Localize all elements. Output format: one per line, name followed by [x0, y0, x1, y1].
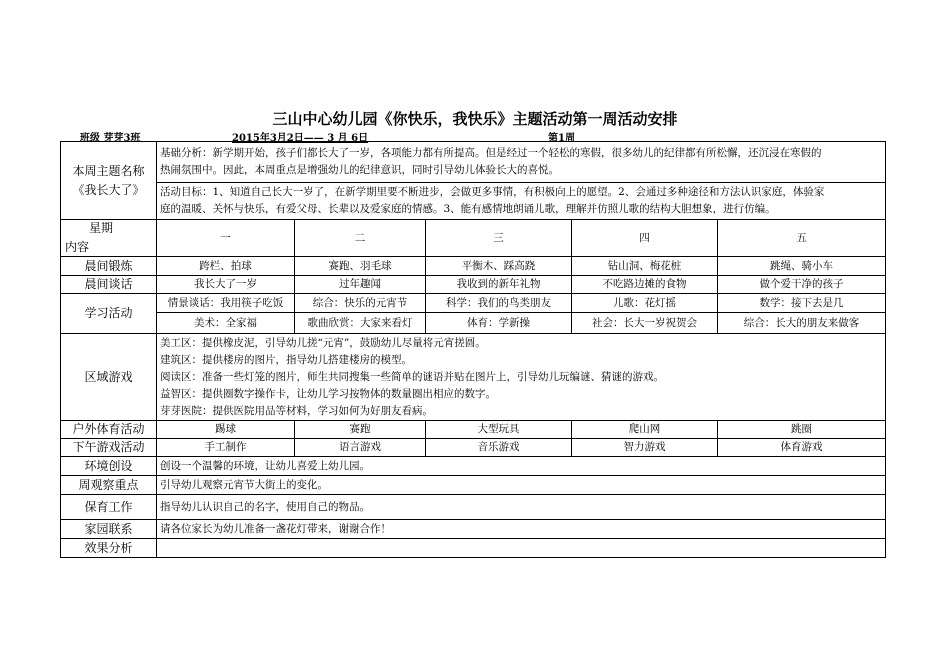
page-title: 三山中心幼儿园《你快乐，我快乐》主题活动第一周活动安排 [272, 110, 678, 128]
morning-exercise-cell: 钻山洞、梅花桩 [572, 257, 718, 276]
weekday-label: 星期 [89, 221, 114, 235]
area-games-line: 建筑区：提供楼房的图片，指导幼儿搭建楼房的模型。 [160, 353, 412, 366]
outdoor-pe-label: 户外体育活动 [61, 421, 157, 439]
learning-cell: 儿歌：花灯摇 [572, 294, 718, 313]
area-games-line: 益智区：提供圈数字操作卡，让幼儿学习按物体的数量圈出相应的数字。 [160, 387, 496, 400]
content-label: 内容 [65, 240, 90, 254]
outdoor-pe-cell: 赛跑 [295, 421, 426, 439]
morning-exercise-cell: 赛跑、羽毛球 [295, 257, 426, 276]
morning-talk-cell: 做个爱干净的孩子 [718, 276, 886, 294]
learning-label: 学习活动 [61, 294, 157, 334]
morning-exercise-cell: 跨栏、拍球 [157, 257, 295, 276]
outdoor-pe-cell: 跳圈 [718, 421, 886, 439]
observation-label: 周观察重点 [61, 476, 157, 495]
area-games-label: 区域游戏 [61, 334, 157, 421]
day-header: 四 [572, 220, 718, 257]
learning-cell: 情景谈话：我用筷子吃饭 [157, 294, 295, 313]
effect-label: 效果分析 [61, 539, 157, 558]
analysis-line: 热闹氛围中。因此，本周重点是增强幼儿的纪律意识，同时引导幼儿体验长大的喜悦。 [160, 164, 559, 176]
outdoor-pe-cell: 踢球 [157, 421, 295, 439]
environment-label: 环境创设 [61, 457, 157, 476]
area-games-line: 芽芽医院：提供医院用品等材料，学习如何为好朋友看病。 [160, 404, 433, 417]
class-label: 班级 芽芽3班 [80, 133, 141, 144]
area-games-cell [157, 334, 886, 421]
theme-name: 《我长大了》 [72, 182, 145, 197]
effect-cell [157, 539, 886, 558]
morning-talk-cell: 不吃路边摊的食物 [572, 276, 718, 294]
learning-cell: 综合：快乐的元宵节 [295, 294, 426, 313]
morning-talk-cell: 我收到的新年礼物 [426, 276, 572, 294]
afternoon-games-cell: 体育游戏 [718, 439, 886, 457]
learning-cell: 综合：长大的朋友来做客 [718, 313, 886, 334]
area-games-line: 阅读区：准备一些灯笼的图片，师生共同搜集一些简单的谜语并贴在图片上，引导幼儿玩编谜、猜谜的游戏。 [160, 370, 664, 383]
week-number: 第1周 [548, 133, 575, 144]
home-contact-cell: 请各位家长为幼儿准备一盏花灯带来，谢谢合作！ [157, 520, 886, 539]
learning-cell: 社会：长大一岁祝贺会 [572, 313, 718, 334]
morning-talk-cell: 我长大了一岁 [157, 276, 295, 294]
care-label: 保育工作 [61, 495, 157, 520]
care-cell: 指导幼儿认识自己的名字，使用自己的物品。 [157, 495, 886, 520]
learning-cell: 数学：接下去是几 [718, 294, 886, 313]
weekday-corner-cell [61, 220, 157, 257]
afternoon-games-cell: 智力游戏 [572, 439, 718, 457]
observation-cell: 引导幼儿观察元宵节大街上的变化。 [157, 476, 886, 495]
environment-cell: 创设一个温馨的环境，让幼儿喜爱上幼儿园。 [157, 457, 886, 476]
weekly-plan-table [60, 141, 886, 558]
afternoon-games-cell: 手工制作 [157, 439, 295, 457]
morning-exercise-label: 晨间锻炼 [61, 257, 157, 276]
learning-cell: 体育：学新操 [426, 313, 572, 334]
morning-exercise-cell: 平衡木、踩高跷 [426, 257, 572, 276]
learning-cell: 科学：我们的鸟类朋友 [426, 294, 572, 313]
goal-line: 庭的温暖、关怀与快乐，有爱父母、长辈以及爱家庭的情感。3、能有感情地朗诵儿歌，理解并仿照儿歌的结构大胆想象，进行仿编。 [160, 203, 776, 215]
day-header: 一 [157, 220, 295, 257]
outdoor-pe-cell: 爬山网 [572, 421, 718, 439]
theme-label-cell [61, 142, 157, 220]
day-header: 三 [426, 220, 572, 257]
learning-cell: 美术：全家福 [157, 313, 295, 334]
area-games-line: 美工区：提供橡皮泥，引导幼儿搓“元宵”，鼓励幼儿尽量将元宵搓圆。 [160, 336, 486, 349]
afternoon-games-label: 下午游戏活动 [61, 439, 157, 457]
goal-line: 活动目标：1、知道自己长大一岁了，在新学期里要不断进步，会做更多事情，有积极向上的愿望。2、会通过多种途径和方法认识家庭，体验家 [160, 186, 825, 198]
day-header: 五 [718, 220, 886, 257]
outdoor-pe-cell: 大型玩具 [426, 421, 572, 439]
day-header: 二 [295, 220, 426, 257]
morning-exercise-cell: 跳绳、骑小车 [718, 257, 886, 276]
basic-analysis-cell [157, 142, 886, 183]
date-range: 2015年3月2日—— 3 月 6日 [232, 133, 369, 144]
learning-cell: 歌曲欣赏：大家来看灯 [295, 313, 426, 334]
home-contact-label: 家园联系 [61, 520, 157, 539]
theme-label: 本周主题名称 [72, 163, 145, 178]
activity-goals-cell [157, 183, 886, 220]
afternoon-games-cell: 音乐游戏 [426, 439, 572, 457]
morning-talk-cell: 过年趣闻 [295, 276, 426, 294]
afternoon-games-cell: 语言游戏 [295, 439, 426, 457]
morning-talk-label: 晨间谈话 [61, 276, 157, 294]
analysis-line: 基础分析：新学期开始，孩子们都长大了一岁，各项能力都有所提高。但是经过一个轻松的寒假，很多幼儿的纪律都有所松懈，还沉浸在寒假的 [160, 147, 822, 159]
